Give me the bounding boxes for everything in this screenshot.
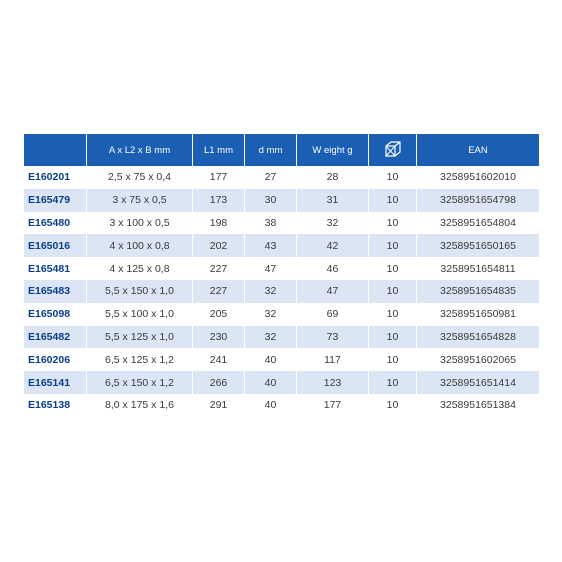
d-cell: 38 bbox=[245, 212, 297, 235]
dimensions-cell: 6,5 x 125 x 1,2 bbox=[87, 348, 193, 371]
table-row bbox=[24, 394, 539, 417]
dimensions-cell: 4 x 125 x 0,8 bbox=[87, 257, 193, 280]
package-qty-cell: 10 bbox=[369, 371, 417, 394]
l1-cell: 227 bbox=[193, 280, 245, 303]
package-qty-cell: 10 bbox=[369, 166, 417, 189]
l1-cell: 230 bbox=[193, 326, 245, 349]
weight-cell: 28 bbox=[297, 166, 369, 189]
header-row bbox=[24, 134, 539, 166]
table-row bbox=[24, 371, 539, 394]
package-box-icon bbox=[383, 139, 403, 162]
d-cell: 32 bbox=[245, 303, 297, 326]
dimensions-cell: 3 x 100 x 0,5 bbox=[87, 212, 193, 235]
weight-cell: 31 bbox=[297, 189, 369, 212]
dimensions-cell: 5,5 x 100 x 1,0 bbox=[87, 303, 193, 326]
package-qty-cell: 10 bbox=[369, 257, 417, 280]
dimensions-cell: 5,5 x 150 x 1,0 bbox=[87, 280, 193, 303]
weight-cell: 177 bbox=[297, 394, 369, 417]
header-weight: W eight g bbox=[297, 134, 369, 166]
weight-cell: 46 bbox=[297, 257, 369, 280]
product-spec-table bbox=[24, 134, 539, 417]
l1-cell: 177 bbox=[193, 166, 245, 189]
product-code: E165480 bbox=[24, 212, 87, 235]
ean-cell: 3258951654835 bbox=[417, 280, 539, 303]
table-row bbox=[24, 257, 539, 280]
d-cell: 30 bbox=[245, 189, 297, 212]
table-row bbox=[24, 348, 539, 371]
product-code: E165479 bbox=[24, 189, 87, 212]
d-cell: 43 bbox=[245, 234, 297, 257]
table-row bbox=[24, 326, 539, 349]
l1-cell: 198 bbox=[193, 212, 245, 235]
package-qty-cell: 10 bbox=[369, 348, 417, 371]
product-code: E165141 bbox=[24, 371, 87, 394]
ean-cell: 3258951651384 bbox=[440, 399, 516, 412]
d-cell: 40 bbox=[245, 394, 297, 417]
dimensions-cell: 3 x 75 x 0,5 bbox=[87, 189, 193, 212]
dimensions-cell: 5,5 x 125 x 1,0 bbox=[87, 326, 193, 349]
product-code: E160201 bbox=[24, 166, 87, 189]
ean-cell: 3258951650981 bbox=[440, 308, 516, 321]
l1-cell: 227 bbox=[193, 257, 245, 280]
weight-cell: 47 bbox=[297, 280, 369, 303]
l1-cell: 266 bbox=[193, 371, 245, 394]
weight-cell: 117 bbox=[297, 348, 369, 371]
table-row bbox=[24, 234, 539, 257]
l1-cell: 291 bbox=[193, 394, 245, 417]
d-cell: 40 bbox=[245, 371, 297, 394]
ean-cell: 3258951654798 bbox=[417, 189, 539, 212]
weight-cell: 123 bbox=[297, 371, 369, 394]
product-code: E165098 bbox=[24, 303, 87, 326]
dimensions-cell: 8,0 x 175 x 1,6 bbox=[87, 394, 193, 417]
table-body bbox=[24, 166, 539, 417]
ean-cell: 3258951654811 bbox=[440, 262, 516, 275]
package-qty-cell: 10 bbox=[369, 234, 417, 257]
table-row bbox=[24, 212, 539, 235]
product-code: E165482 bbox=[24, 326, 87, 349]
weight-cell: 32 bbox=[297, 212, 369, 235]
l1-cell: 241 bbox=[193, 348, 245, 371]
product-code: E165481 bbox=[24, 257, 87, 280]
l1-cell: 205 bbox=[193, 303, 245, 326]
weight-cell: 69 bbox=[297, 303, 369, 326]
product-code: E165138 bbox=[24, 394, 87, 417]
package-qty-cell: 10 bbox=[369, 212, 417, 235]
product-code: E165483 bbox=[24, 280, 87, 303]
d-cell: 47 bbox=[245, 257, 297, 280]
ean-cell: 3258951602065 bbox=[440, 353, 516, 366]
d-cell: 40 bbox=[245, 348, 297, 371]
dimensions-cell: 2,5 x 75 x 0,4 bbox=[87, 166, 193, 189]
ean-cell: 3258951654828 bbox=[417, 326, 539, 349]
l1-cell: 173 bbox=[193, 189, 245, 212]
table-row bbox=[24, 303, 539, 326]
header-code bbox=[24, 134, 87, 166]
l1-cell: 202 bbox=[193, 234, 245, 257]
product-code: E165016 bbox=[24, 234, 87, 257]
package-qty-cell: 10 bbox=[369, 326, 417, 349]
weight-cell: 42 bbox=[297, 234, 369, 257]
package-qty-cell: 10 bbox=[369, 280, 417, 303]
product-spec-table-container bbox=[24, 134, 539, 417]
table-row bbox=[24, 166, 539, 189]
product-code: E160206 bbox=[24, 348, 87, 371]
header-package bbox=[369, 134, 417, 166]
header-d: d mm bbox=[245, 134, 297, 166]
package-qty-cell: 10 bbox=[369, 303, 417, 326]
header-l1: L1 mm bbox=[193, 134, 245, 166]
ean-cell: 3258951602010 bbox=[440, 171, 516, 184]
header-ean: EAN bbox=[417, 134, 539, 166]
table-row bbox=[24, 189, 539, 212]
weight-cell: 73 bbox=[297, 326, 369, 349]
d-cell: 32 bbox=[245, 280, 297, 303]
d-cell: 32 bbox=[245, 326, 297, 349]
ean-cell: 3258951650165 bbox=[417, 234, 539, 257]
package-qty-cell: 10 bbox=[369, 394, 417, 417]
header-dimensions: A x L2 x B mm bbox=[87, 134, 193, 166]
dimensions-cell: 6,5 x 150 x 1,2 bbox=[87, 371, 193, 394]
package-qty-cell: 10 bbox=[369, 189, 417, 212]
table-row bbox=[24, 280, 539, 303]
ean-cell: 3258951654804 bbox=[440, 216, 516, 229]
dimensions-cell: 4 x 100 x 0,8 bbox=[87, 234, 193, 257]
d-cell: 27 bbox=[245, 166, 297, 189]
ean-cell: 3258951651414 bbox=[417, 371, 539, 394]
